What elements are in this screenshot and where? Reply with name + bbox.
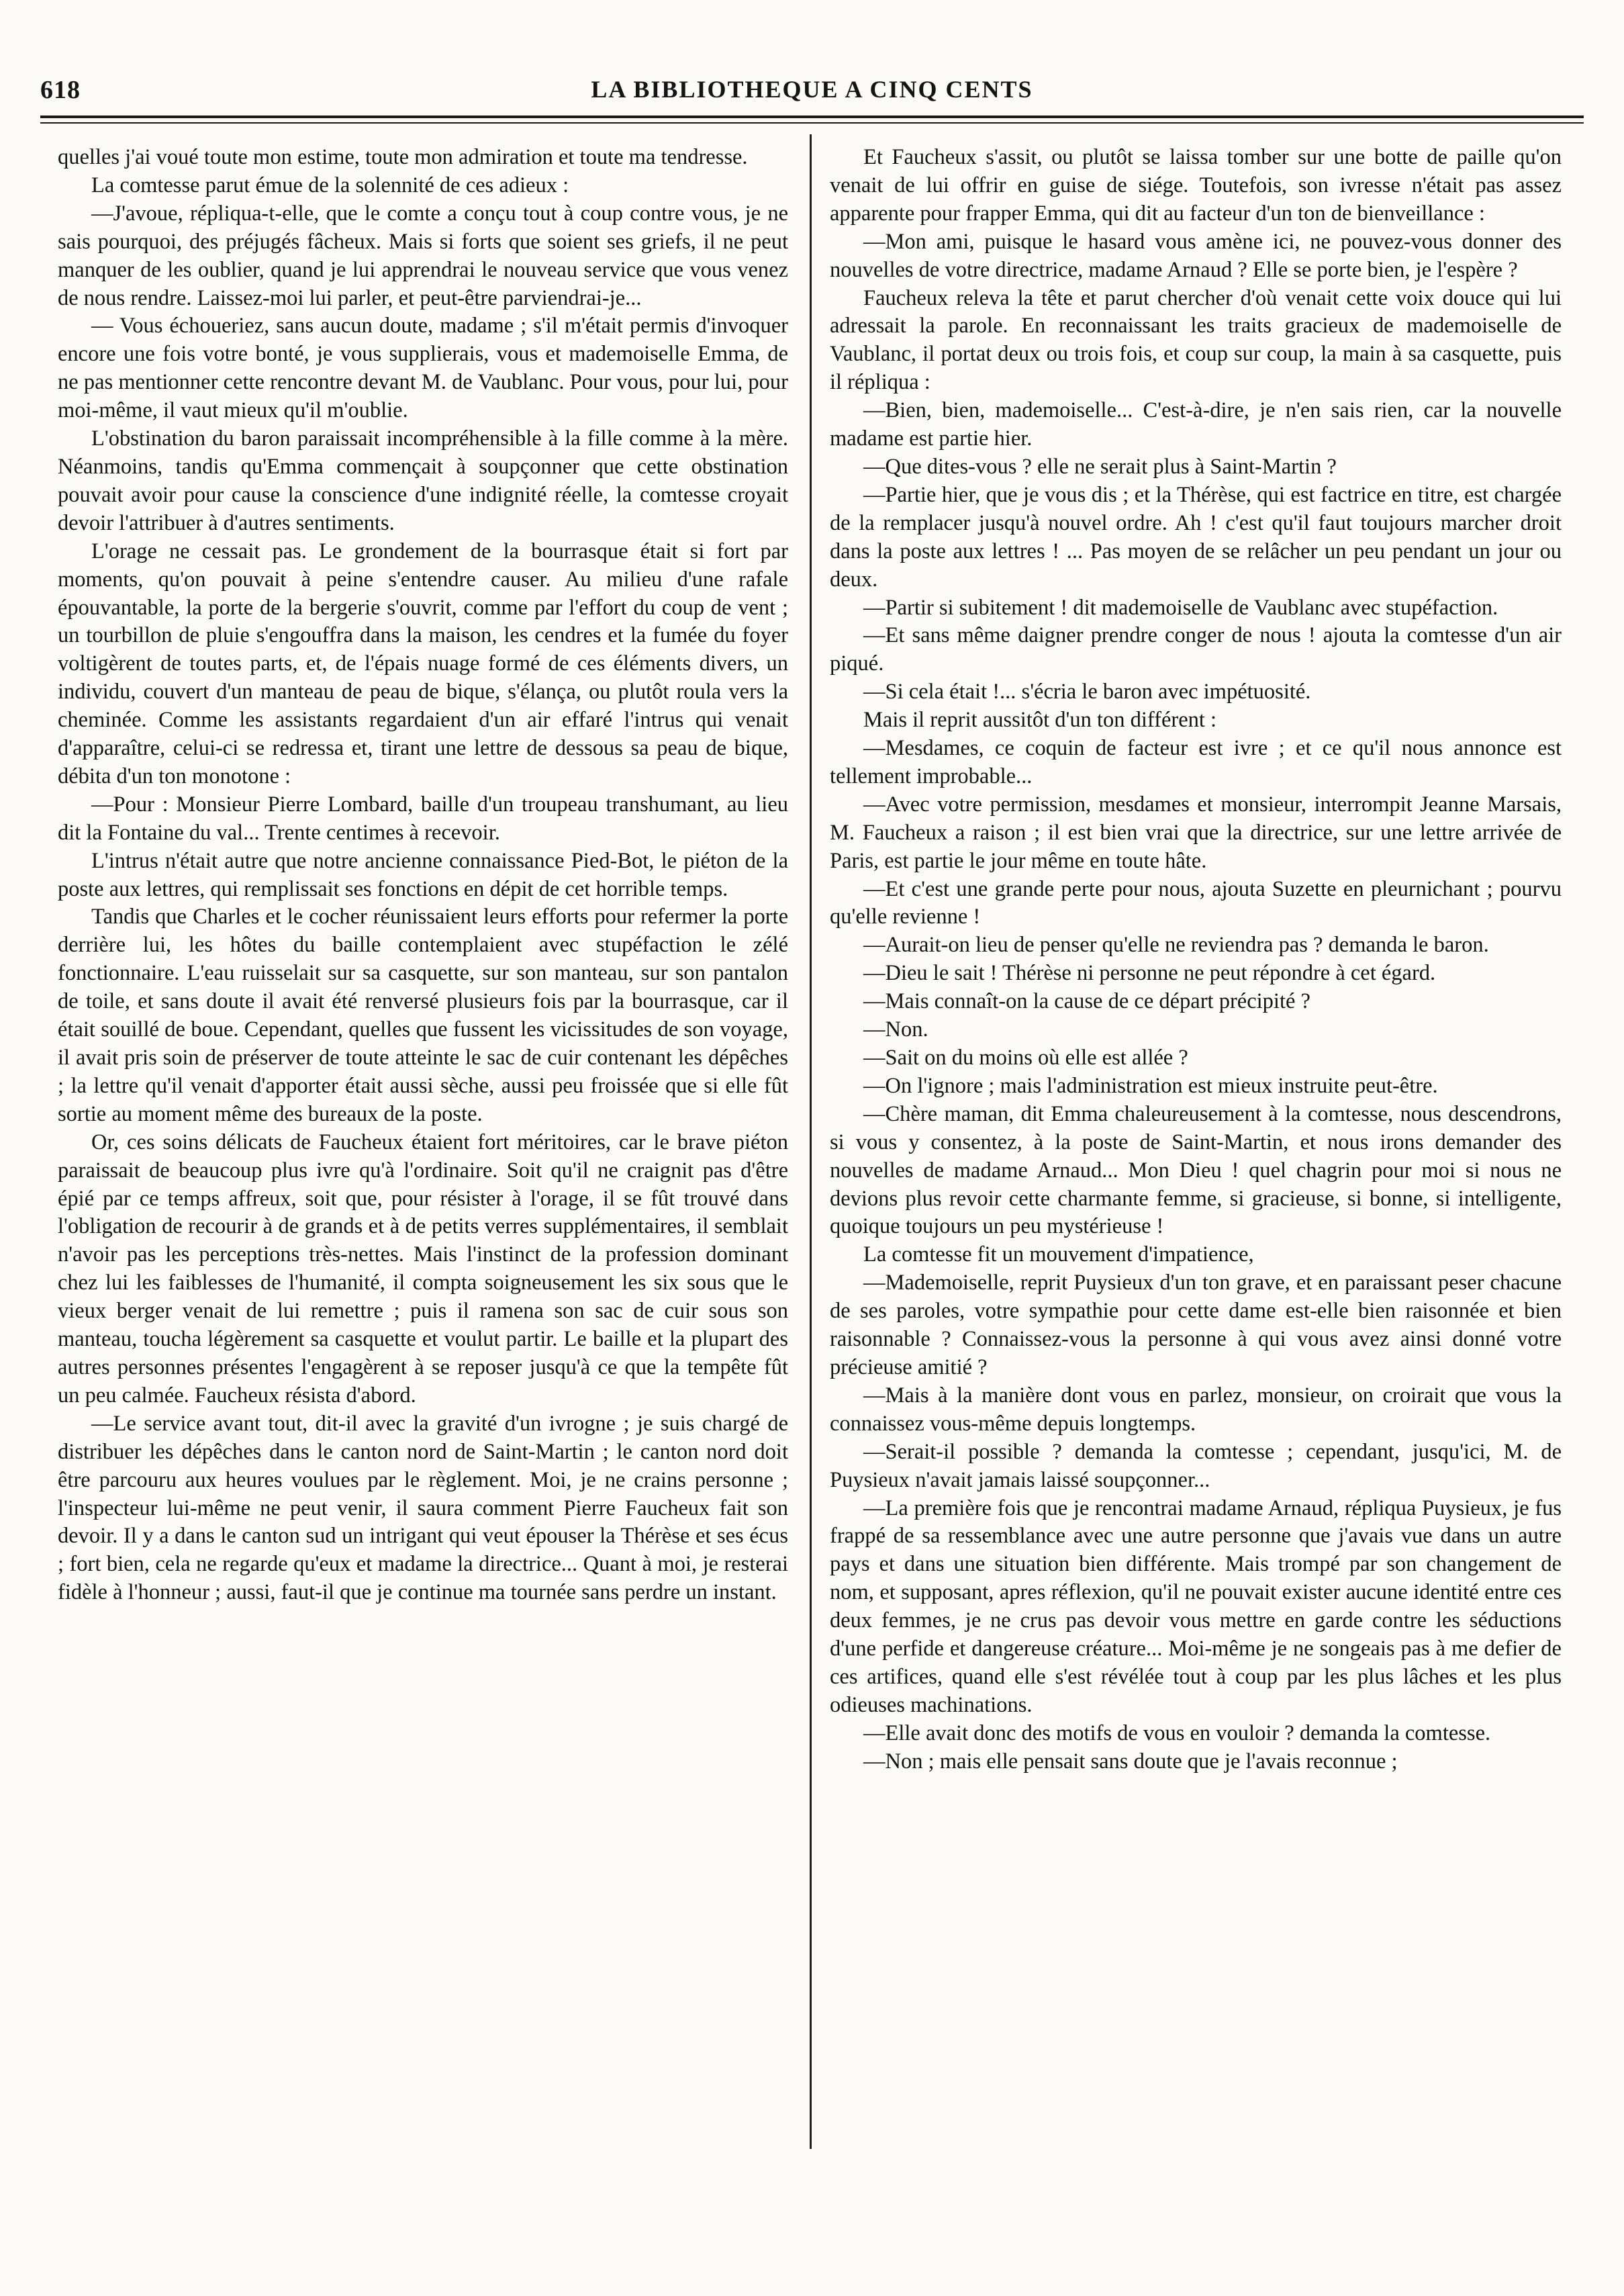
paragraph: —Chère maman, dit Emma chaleureusement à la comtesse, nous descendrons, si vous y consentez, à la poste de Saint-Martin, et nous irons demander des nouvelles de madame Arnaud... Mon Dieu ! quel chagrin pour moi si nous ne devions plus revoir cette charmante femme, si gracieuse, si bonne, si intelligente, quoique toujours un peu mystérieuse ! [830, 1101, 1562, 1239]
paragraph: —Mademoiselle, reprit Puysieux d'un ton grave, et en paraissant peser chacune de ses paroles, votre sympathie pour cette dame est-elle bien raisonnée et bien raisonnable ? Connaissez-vous la personne à qui vous avez ainsi donné votre précieuse amitié ? [830, 1271, 1562, 1379]
paragraph: Et Faucheux s'assit, ou plutôt se laissa tomber sur une botte de paille qu'on venait de lui offrir en guise de siége. Toutefois, son ivresse n'était pas assez apparente pour frapper Emma, qui dit au facteur d'un ton de bienveillance : [830, 145, 1562, 226]
paragraph: —Non. [863, 1017, 928, 1042]
paragraph: —Partie hier, que je vous dis ; et la Thérèse, qui est factrice en titre, est chargée de la remplacer jusqu'à nouvel ordre. Ah ! c'est qu'il faut toujours marcher droit dans la poste aux lettres ! ... Pas moyen de se relâcher un peu pendant un jour ou deux. [830, 482, 1562, 592]
paragraph: —J'avoue, répliqua-t-elle, que le comte a conçu tout à coup contre vous, je ne sais pourquoi, des préjugés fâcheux. Mais si forts que soient ses griefs, il ne peut manquer de les oublier, quand je lui apprendrai le nouveau service que vous venez de nous rendre. Laissez-moi lui parler, et peut-être parviendrai-je... [58, 201, 788, 310]
paragraph: —Bien, bien, mademoiselle... C'est-à-dire, je n'en sais rien, car la nouvelle madame est partie hier. [830, 398, 1562, 451]
paragraph: Mais il reprit aussitôt d'un ton différent : [863, 708, 1217, 733]
paragraph: —Avec votre permission, mesdames et monsieur, interrompit Jeanne Marsais, M. Faucheux a raison ; il est bien vrai que la directrice, sur une lettre arrivée de Paris, est partie le jour même en toute hâte. [830, 792, 1562, 873]
header-rule-thick [40, 116, 1584, 118]
page-header [40, 75, 1584, 116]
page-number: 618 [40, 76, 81, 104]
paragraph: —Elle avait donc des motifs de vous en vouloir ? demanda la comtesse. [863, 1720, 1491, 1745]
paragraph: —Serait-il possible ? demanda la comtesse ; cependant, jusqu'ici, M. de Puysieux n'avait jamais laissé soupçonner... [830, 1439, 1562, 1492]
paragraph: —Non ; mais elle pensait sans doute que je l'avais reconnue ; [863, 1749, 1398, 1774]
column-divider [810, 134, 812, 2149]
left-column [58, 144, 788, 2165]
paragraph: —Et c'est une grande perte pour nous, ajouta Suzette en pleurnichant ; pourvu qu'elle revienne ! [830, 876, 1562, 929]
right-column [830, 144, 1562, 2165]
paragraph: —La première fois que je rencontrai madame Arnaud, répliqua Puysieux, je fus frappé de sa ressemblance avec une autre personne que j'avais vue dans un autre pays et dans une situation bien différente. Mais trompé par son changement de nom, et supposant, apres réflexion, qu'il ne pouvait exister aucune identité entre ces deux femmes, je ne crus pas devoir vous mettre en garde contre les séductions d'une perfide et dangereuse créature... Moi-même je ne songeais pas à me defier de ces artifices, quand elle s'est révélée tout à coup par les plus lâches et les plus odieuses machinations. [830, 1496, 1562, 1717]
paragraph: —Mesdames, ce coquin de facteur est ivre ; et ce qu'il nous annonce est tellement improbable... [830, 736, 1562, 788]
paragraph: —Le service avant tout, dit-il avec la gravité d'un ivrogne ; je suis chargé de distribuer les dépêches dans le canton nord de Saint-Martin ; le canton nord doit être parcouru aux heures voulues par le règlement. Moi, je ne crains personne ; l'inspecteur lui-même ne peut venir, il saura comment Pierre Faucheux fait son devoir. Il y a dans le canton sud un intrigant qui veut épouser la Thérèse et ses écus ; fort bien, cela ne regarde qu'eux et madame la directrice... Quant à moi, je resterai fidèle à l'honneur ; aussi, faut-il que je continue ma tournée sans perdre un instant. [58, 1411, 788, 1605]
paragraph: quelles j'ai voué toute mon estime, toute mon admiration et toute ma tendresse. [58, 145, 748, 169]
paragraph: —On l'ignore ; mais l'administration est mieux instruite peut-être. [863, 1073, 1438, 1098]
paragraph: L'intrus n'était autre que notre ancienne connaissance Pied-Bot, le piéton de la poste aux lettres, qui remplissait ses fonctions en dépit de cet horrible temps. [58, 848, 788, 901]
paragraph: La comtesse fit un mouvement d'impatience, [863, 1242, 1254, 1267]
paragraph: —Aurait-on lieu de penser qu'elle ne reviendra pas ? demanda le baron. [863, 933, 1489, 958]
paragraph: —Dieu le sait ! Thérèse ni personne ne peut répondre à cet égard. [863, 961, 1436, 986]
paragraph: Faucheux releva la tête et parut chercher d'où venait cette voix douce qui lui adressait la parole. En reconnaissant les traits gracieux de mademoiselle de Vaublanc, il portat deux ou trois fois, et coup sur coup, la main à sa casquette, puis il répliqua : [830, 285, 1562, 395]
paragraph: —Pour : Monsieur Pierre Lombard, baille d'un troupeau transhumant, au lieu dit la Fontaine du val... Trente centimes à recevoir. [58, 792, 788, 845]
paragraph: —Mais à la manière dont vous en parlez, monsieur, on croirait que vous la connaissez vous-même depuis longtemps. [830, 1383, 1562, 1436]
paragraph: — Vous échoueriez, sans aucun doute, madame ; s'il m'était permis d'invoquer encore une fois votre bonté, je vous supplierais, vous et mademoiselle Emma, de ne pas mentionner cette rencontre devant M. de Vaublanc. Pour vous, pour lui, pour moi-même, il vaut mieux qu'il m'oublie. [58, 314, 788, 423]
paragraph: —Et sans même daigner prendre conger de nous ! ajouta la comtesse d'un air piqué. [830, 623, 1562, 676]
paragraph: —Mon ami, puisque le hasard vous amène ici, ne pouvez-vous donner des nouvelles de votre directrice, madame Arnaud ? Elle se porte bien, je l'espère ? [830, 229, 1562, 282]
paragraph: La comtesse parut émue de la solennité de ces adieux : [91, 173, 569, 197]
paragraph: L'orage ne cessait pas. Le grondement de la bourrasque était si fort par moments, qu'on pouvait à peine s'entendre causer. Au milieu d'une rafale épouvantable, la porte de la bergerie s'ouvrit, comme par l'effort du coup de vent ; un tourbillon de pluie s'engouffra dans la maison, les cendres et la fumée du foyer voltigèrent de toutes parts, et, de l'épais nuage formé de ces éléments divers, un individu, couvert d'un manteau de peau de bique, s'élança, ou plutôt roula vers la cheminée. Comme les assistants regardaient d'un air effaré l'intrus qui venait d'apparaître, celui-ci se redressa et, tirant une lettre de dessous sa peau de bique, débita d'un ton monotone : [58, 539, 788, 788]
header-rule-thin [40, 122, 1584, 124]
paragraph: Tandis que Charles et le cocher réunissaient leurs efforts pour refermer la porte derrière lui, les hôtes du baille contemplaient avec stupéfaction le zélé fonctionnaire. L'eau ruisselait sur sa casquette, sur son manteau, sur son pantalon de toile, et sans doute il avait été renversé plusieurs fois par la bourrasque, car il était souillé de boue. Cependant, quelles que fussent les vicissitudes de son voyage, il avait pris soin de préserver de toute atteinte le sac de cuir contenant les dépêches ; la lettre qu'il venait d'apporter était aussi sèche, aussi peu froissée que si elle fût sortie au moment même des bureaux de la poste. [58, 905, 788, 1126]
running-title: LA BIBLIOTHEQUE A CINQ CENTS [591, 76, 1033, 103]
paragraph: —Mais connaît-on la cause de ce départ précipité ? [863, 989, 1310, 1014]
paragraph: L'obstination du baron paraissait incompréhensible à la fille comme à la mère. Néanmoins, tandis qu'Emma commençait à soupçonner que cette obstination pouvait avoir pour cause la conscience d'une indignité réelle, la comtesse croyait devoir l'attribuer à d'autres sentiments. [58, 426, 788, 535]
paragraph: —Partir si subitement ! dit mademoiselle de Vaublanc avec stupéfaction. [863, 595, 1498, 620]
paragraph: —Sait on du moins où elle est allée ? [863, 1046, 1188, 1070]
paragraph: —Si cela était !... s'écria le baron avec impétuosité. [863, 680, 1311, 704]
paragraph: —Que dites-vous ? elle ne serait plus à Saint-Martin ? [863, 454, 1337, 479]
paragraph: Or, ces soins délicats de Faucheux étaient fort méritoires, car le brave piéton paraissait de beaucoup plus ivre qu'à l'ordinaire. Soit qu'il ne craignit pas d'être épié par ce temps affreux, soit que, pour résister à l'orage, il se fût trouvé dans l'obligation de recourir à de grands et à de petits verres supplémentaires, il semblait n'avoir pas les perceptions très-nettes. Mais l'instinct de la profession dominant chez lui les faiblesses de l'humanité, il compta soigneusement les six sous que le vieux berger venait de lui remettre ; puis il ramena son sac de cuir sous son manteau, toucha légèrement sa casquette et voulut partir. Le baille et la plupart des autres personnes présentes l'engagèrent à se reposer jusqu'à ce que la tempête fût un peu calmée. Faucheux résista d'abord. [58, 1130, 788, 1408]
